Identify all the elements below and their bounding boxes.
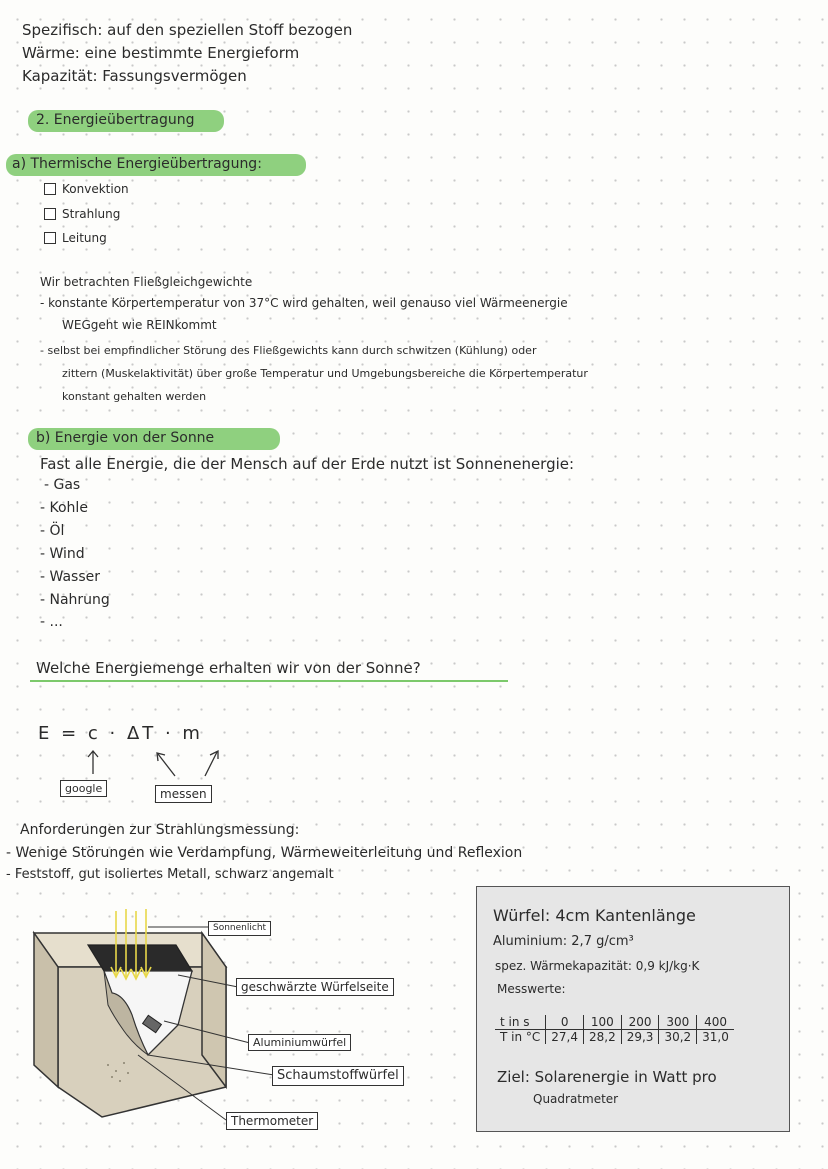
label-foam-cube: Schaumstoffwürfel xyxy=(272,1066,404,1086)
definition-specific: Spezifisch: auf den speziellen Stoff bezogen xyxy=(22,21,353,39)
label-aluminium-cube: Aluminiumwürfel xyxy=(248,1034,351,1051)
checklist-item xyxy=(44,231,107,245)
table-cell: t in s xyxy=(495,1015,546,1030)
question-energy-amount: Welche Energiemenge erhalten wir von der Sonne? xyxy=(36,659,421,677)
checkbox-icon xyxy=(44,183,56,195)
energy-source-item: - Wind xyxy=(40,546,85,562)
table-cell: 30,2 xyxy=(659,1030,697,1045)
bullet2-line2: zittern (Muskelaktivität) über große Temperatur und Umgebungsbereiche die Körpertemperatur xyxy=(62,367,588,380)
requirements-heading: Anforderungen zur Strahlungsmessung: xyxy=(20,822,300,838)
bullet1-line1: - konstante Körpertemperatur von 37°C wird gehalten, weil genauso viel Wärmeenergie xyxy=(40,296,568,310)
table-cell: T in °C xyxy=(500,1030,541,1044)
panel-specific-heat: spez. Wärmekapazität: 0,9 kJ/kg·K xyxy=(495,959,700,973)
blackened-cube-side xyxy=(88,945,192,971)
section-b-heading: b) Energie von der Sonne xyxy=(36,430,215,446)
table-cell: 300 xyxy=(659,1015,697,1030)
arrow-up-right-icon xyxy=(205,752,217,776)
requirements-line1: - Wenige Störungen wie Verdampfung, Wärmeweiterleitung und Reflexion xyxy=(6,845,523,861)
table-cell: 29,3 xyxy=(621,1030,659,1045)
panel-goal-line2: Quadratmeter xyxy=(533,1092,619,1106)
energy-source-item: - Nahrung xyxy=(40,592,110,608)
measurement-table xyxy=(495,1015,734,1044)
checkbox-icon xyxy=(44,232,56,244)
table-cell: 0 xyxy=(546,1015,584,1030)
question-underline xyxy=(30,680,508,682)
checkbox-icon xyxy=(44,208,56,220)
table-cell: 27,4 xyxy=(546,1030,584,1045)
label-messen: messen xyxy=(155,785,212,803)
bullet1-line2: WEGgeht wie REINkommt xyxy=(62,318,217,332)
panel-aluminium-density: Aluminium: 2,7 g/cm³ xyxy=(493,934,634,949)
checklist-label: Leitung xyxy=(62,231,107,245)
table-row xyxy=(495,1030,734,1045)
energy-formula: E = c · ΔT · m xyxy=(38,723,203,744)
section-a-heading: a) Thermische Energieübertragung: xyxy=(12,156,262,172)
bullet2-line3: konstant gehalten werden xyxy=(62,390,207,403)
heading-energy-transfer: 2. Energieübertragung xyxy=(36,112,195,128)
formula-arrows xyxy=(60,746,240,782)
energy-source-item: - Öl xyxy=(40,523,65,539)
table-cell: 28,2 xyxy=(584,1030,622,1045)
label-google: google xyxy=(60,780,107,797)
checklist-label: Konvektion xyxy=(62,182,129,196)
bullet2-line1: - selbst bei empfindlicher Störung des Fließgewichts kann durch schwitzen (Kühlung) oder xyxy=(40,344,537,357)
label-thermometer: Thermometer xyxy=(226,1112,318,1130)
table-cell: 400 xyxy=(697,1015,734,1030)
table-cell: 100 xyxy=(584,1015,622,1030)
table-row xyxy=(495,1015,734,1030)
energy-source-item: - Wasser xyxy=(40,569,100,585)
panel-measurements-label: Messwerte: xyxy=(497,982,566,996)
measurement-info-panel xyxy=(476,886,790,1132)
table-cell: 31,0 xyxy=(697,1030,734,1045)
energy-source-item: - ... xyxy=(40,614,63,630)
definition-capacity: Kapazität: Fassungsvermögen xyxy=(22,67,247,85)
checklist-item xyxy=(44,207,120,221)
checklist-label: Strahlung xyxy=(62,207,121,221)
energy-source-item: - Gas xyxy=(44,477,81,493)
energy-source-item: - Kohle xyxy=(40,500,88,516)
panel-goal-line1: Ziel: Solarenergie in Watt pro xyxy=(497,1068,717,1086)
section-b-intro: Fast alle Energie, die der Mensch auf der Erde nutzt ist Sonnenenergie: xyxy=(40,455,575,473)
label-sunlight: Sonnenlicht xyxy=(208,921,271,936)
requirements-line2: - Feststoff, gut isoliertes Metall, schwarz angemalt xyxy=(6,867,334,882)
table-cell: 200 xyxy=(621,1015,659,1030)
measurement-diagram xyxy=(28,905,448,1135)
checklist-item xyxy=(44,182,129,196)
definition-heat: Wärme: eine bestimmte Energieform xyxy=(22,44,300,62)
panel-cube-size: Würfel: 4cm Kantenlänge xyxy=(493,906,696,925)
label-blackened-side: geschwärzte Würfelseite xyxy=(236,978,394,996)
arrow-up-left-icon xyxy=(158,754,175,776)
flow-equilibrium-intro: Wir betrachten Fließgleichgewichte xyxy=(40,275,253,289)
